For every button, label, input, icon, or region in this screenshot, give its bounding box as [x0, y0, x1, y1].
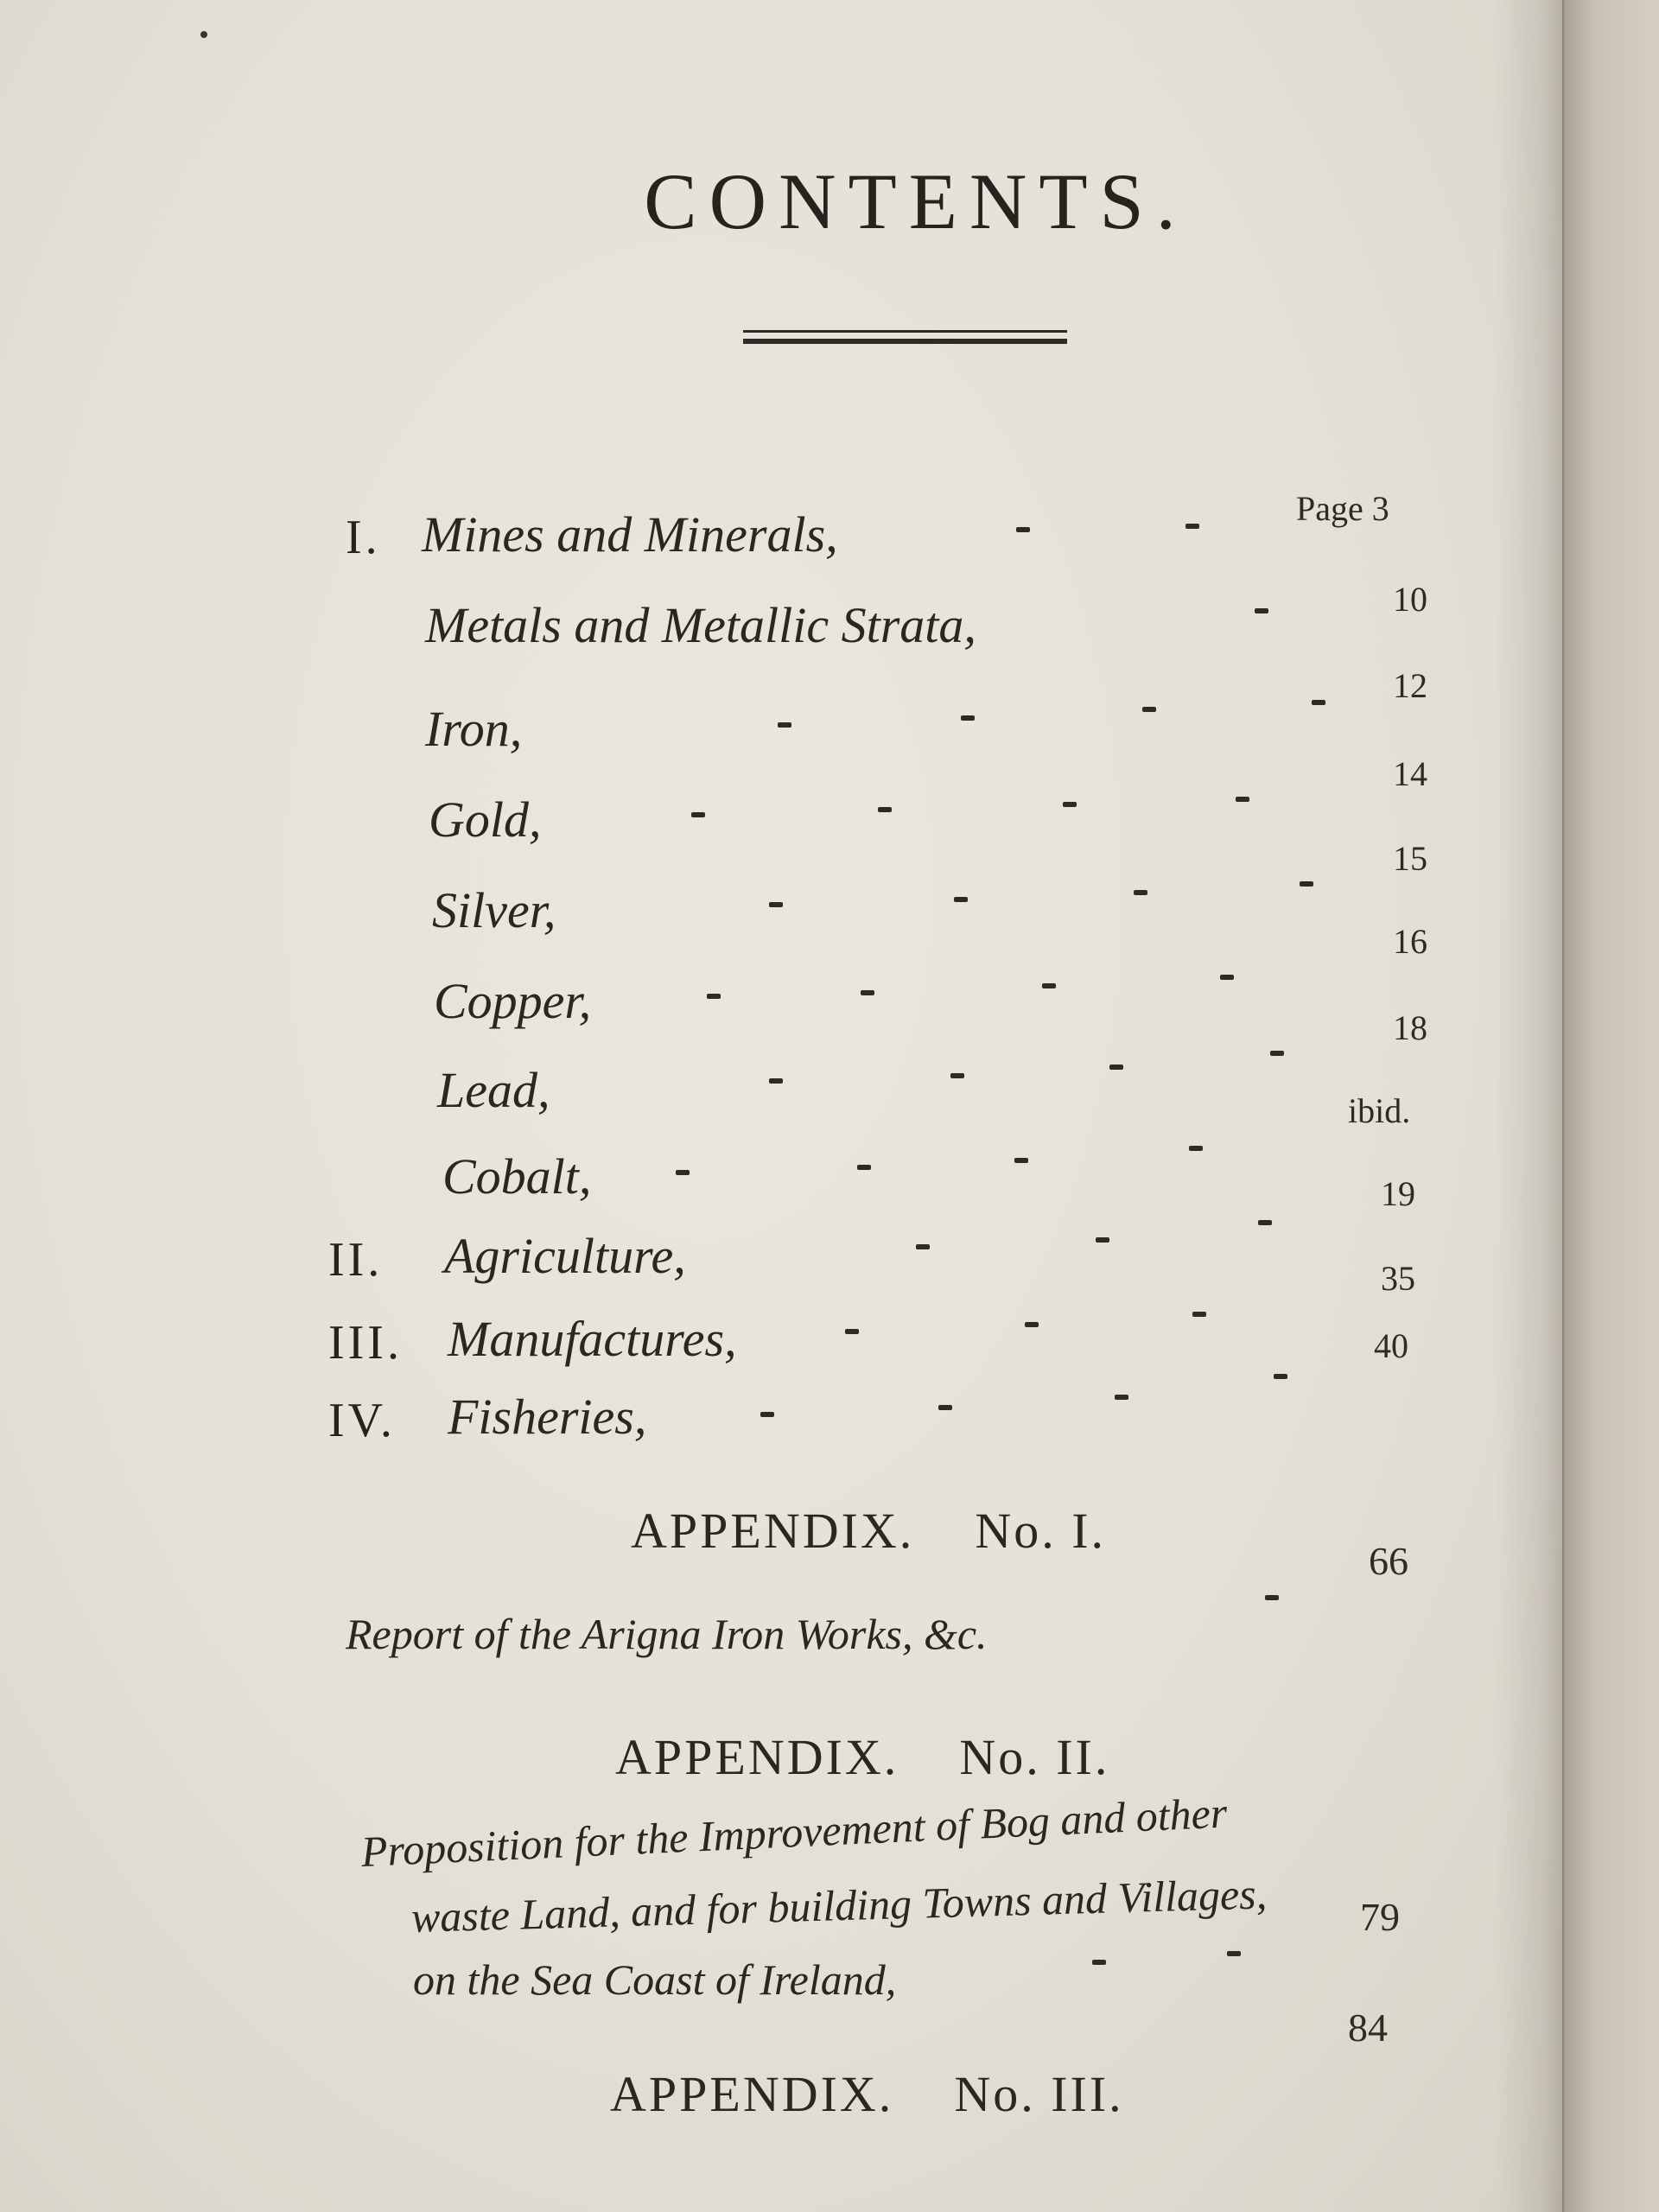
entry-numeral: III.	[328, 1316, 403, 1370]
leader-dash	[1142, 707, 1156, 712]
leader-dash	[1274, 1374, 1287, 1379]
appendix-2-line-1: Proposition for the Improvement of Bog and other	[359, 1788, 1229, 1876]
appendix-1-heading	[631, 1502, 1106, 1560]
entry-numeral: II.	[328, 1233, 384, 1287]
entry-label: Gold,	[429, 791, 542, 848]
leader-dash	[845, 1329, 859, 1334]
leader-dash	[1258, 1220, 1272, 1225]
leader-dash	[1042, 983, 1056, 988]
entry-label: Metals and Metallic Strata,	[425, 597, 976, 653]
page-number: 18	[1393, 1008, 1427, 1047]
page-number: 10	[1393, 580, 1427, 619]
leader-dash	[1115, 1395, 1128, 1400]
appendix-3-number: No. III.	[954, 2066, 1124, 2122]
appendix-3-heading	[610, 2065, 1124, 2123]
leader-dash	[769, 902, 783, 907]
page-number: 40	[1374, 1326, 1408, 1365]
page-number: 16	[1393, 922, 1427, 961]
contents-title	[536, 156, 1296, 247]
leader-dash	[950, 1073, 964, 1078]
entry-label: Cobalt,	[442, 1148, 592, 1205]
spine-shadow	[1495, 0, 1564, 2212]
leader-dash	[1236, 797, 1249, 802]
leader-dash	[1092, 1960, 1106, 1965]
leader-dash	[1255, 608, 1268, 613]
page-number: 35	[1381, 1259, 1415, 1298]
leader-dash	[1227, 1951, 1241, 1956]
entry-numeral: IV.	[328, 1394, 396, 1447]
entry-label: Copper,	[434, 973, 592, 1029]
leader-dash	[1025, 1322, 1039, 1327]
leader-dash	[1189, 1146, 1203, 1151]
leader-dash	[691, 812, 705, 817]
leader-dash	[878, 807, 892, 812]
title-rule-thick	[743, 339, 1067, 344]
entry-label: Fisheries,	[448, 1389, 647, 1445]
page-number: 19	[1381, 1174, 1415, 1213]
page-number: Page 3	[1296, 489, 1389, 528]
appendix-2-label: APPENDIX.	[615, 1729, 899, 1785]
leader-dash	[1014, 1158, 1028, 1163]
leader-dash	[1096, 1237, 1109, 1243]
leader-dash	[1109, 1065, 1123, 1070]
appendix-2-number: No. II.	[959, 1729, 1110, 1785]
entry-label: Manufactures,	[448, 1311, 737, 1367]
next-page-edge	[1562, 0, 1659, 2212]
appendix-2-heading	[615, 1728, 1109, 1786]
page-number: 15	[1393, 839, 1427, 878]
title-rule-thin	[743, 330, 1067, 333]
page-number: 84	[1348, 2005, 1388, 2050]
leader-dash	[857, 1165, 871, 1170]
entry-label: Iron,	[425, 701, 523, 757]
leader-dash	[1063, 802, 1077, 807]
leader-dash	[769, 1078, 783, 1084]
entry-label: Agriculture,	[444, 1228, 686, 1284]
appendix-1-label: APPENDIX.	[631, 1503, 915, 1559]
leader-dash	[1265, 1595, 1279, 1600]
leader-dash	[916, 1244, 930, 1249]
leader-dash	[861, 990, 874, 995]
page-number: 66	[1369, 1539, 1408, 1583]
leader-dash	[1134, 890, 1147, 895]
contents-title-text: CONTENTS.	[644, 157, 1188, 245]
leader-dash	[1220, 975, 1234, 980]
appendix-1-text: Report of the Arigna Iron Works, &c.	[346, 1610, 988, 1658]
leader-dash	[938, 1405, 952, 1410]
leader-dash	[1300, 881, 1313, 887]
ink-speck	[200, 31, 207, 38]
appendix-1-number: No. I.	[975, 1503, 1107, 1559]
leader-dash	[676, 1170, 690, 1175]
leader-dash	[1192, 1312, 1206, 1317]
page-number: 79	[1360, 1895, 1400, 1939]
leader-dash	[778, 722, 791, 728]
leader-dash	[1312, 700, 1325, 705]
entry-numeral: I.	[346, 511, 381, 564]
page-number: 12	[1393, 666, 1427, 705]
entry-label: Lead,	[437, 1062, 550, 1118]
leader-dash	[1270, 1051, 1284, 1056]
entry-label: Mines and Minerals,	[422, 506, 838, 563]
leader-dash	[760, 1412, 774, 1417]
page-number: ibid.	[1348, 1091, 1411, 1130]
appendix-2-line-2: waste Land, and for building Towns and Villages,	[410, 1869, 1268, 1942]
leader-dash	[1185, 524, 1199, 529]
appendix-2-line-3: on the Sea Coast of Ireland,	[413, 1955, 897, 2004]
leader-dash	[707, 994, 721, 999]
page-number: 14	[1393, 754, 1427, 793]
appendix-3-label: APPENDIX.	[610, 2066, 894, 2122]
leader-dash	[954, 897, 968, 902]
leader-dash	[1016, 527, 1030, 532]
leader-dash	[961, 715, 975, 721]
entry-label: Silver,	[432, 882, 556, 938]
